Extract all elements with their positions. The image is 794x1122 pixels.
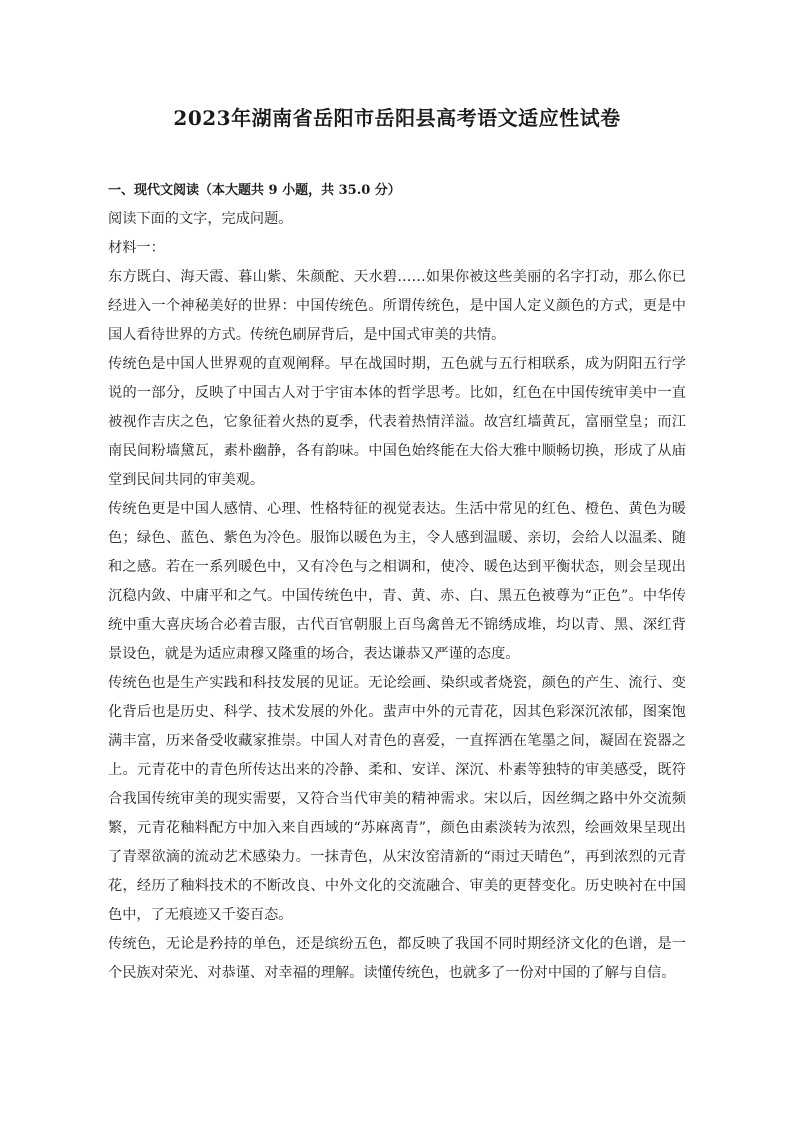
paragraph-5: 传统色，无论是矜持的单色，还是缤纷五色，都反映了我国不同时期经济文化的色谱，是一个民族对荣光、对恭谨、对幸福的理解。读懂传统色，也就多了一份对中国的了解与自信。 <box>108 936 686 981</box>
paragraph-1: 东方既白、海天霞、暮山紫、朱颜酡、天水碧……如果你被这些美丽的名字打动，那么你已经进入一个神秘美好的世界：中国传统色。所谓传统色，是中国人定义颜色的方式，更是中国人看待世界的方式。传统色刷屏背后，是中国式审美的共情。 <box>108 269 686 343</box>
section-heading: 一、现代文阅读（本大题共 9 小题，共 35.0 分） <box>108 183 401 198</box>
paragraph-4: 传统色也是生产实践和科技发展的见证。无论绘画、染织或者烧瓷，颜色的产生、流行、变化背后也是历史、科学、技术发展的外化。蜚声中外的元青花，因其色彩深沉浓郁，图案饱满丰富，历来备受收藏家推崇。中国人对青色的喜爱，一直挥洒在笔墨之间，凝固在瓷器之上。元青花中的青色所传达出来的冷静、柔和、安详、深沉、朴素等独特的审美感受，既符合我国传统审美的现实需要，又符合当代审美的精神需求。宋以后，因丝绸之路中外交流频繁，元青花釉料配方中加入来自西域的“苏麻离青”，颜色由素淡转为浓烈，绘画效果呈现出了青翠欲滴的流动艺术感染力。一抹青色，从宋汝窑清新的“雨过天晴色”，再到浓烈的元青花，经历了釉料技术的不断改良、中外文化的交流融合、审美的更替变化。历史映衬在中国色中，了无痕迹又千姿百态。 <box>108 675 686 923</box>
paragraph-2: 传统色是中国人世界观的直观阐释。早在战国时期，五色就与五行相联系，成为阴阳五行学说的一部分，反映了中国古人对于宇宙本体的哲学思考。比如，红色在中国传统审美中一直被视作吉庆之色，它象征着火热的夏季，代表着热情洋溢。故宫红墙黄瓦，富丽堂皇；而江南民间粉墙黛瓦，素朴幽静，各有韵味。中国色始终能在大俗大雅中顺畅切换，形成了从庙堂到民间共同的审美观。 <box>108 356 686 488</box>
material-label: 材料一： <box>108 240 165 256</box>
reading-instruction: 阅读下面的文字，完成问题。 <box>108 211 293 227</box>
exam-title: 2023年湖南省岳阳市岳阳县高考语文适应性试卷 <box>173 106 621 130</box>
paragraph-3: 传统色更是中国人感情、心理、性格特征的视觉表达。生活中常见的红色、橙色、黄色为暖色；绿色、蓝色、紫色为冷色。服饰以暖色为主，令人感到温暖、亲切，会给人以温柔、随和之感。若在一系列暖色中，又有冷色与之相调和，使冷、暖色达到平衡状态，则会呈现出沉稳内敛、中庸平和之气。中国传统色中，青、黄、赤、白、黑五色被尊为“正色”。中华传统中重大喜庆场合必着吉服，古代百官朝服上百鸟禽兽无不锦绣成堆，均以青、黑、深红背景设色，就是为适应肃穆又隆重的场合，表达谦恭又严谨的态度。 <box>108 501 686 662</box>
